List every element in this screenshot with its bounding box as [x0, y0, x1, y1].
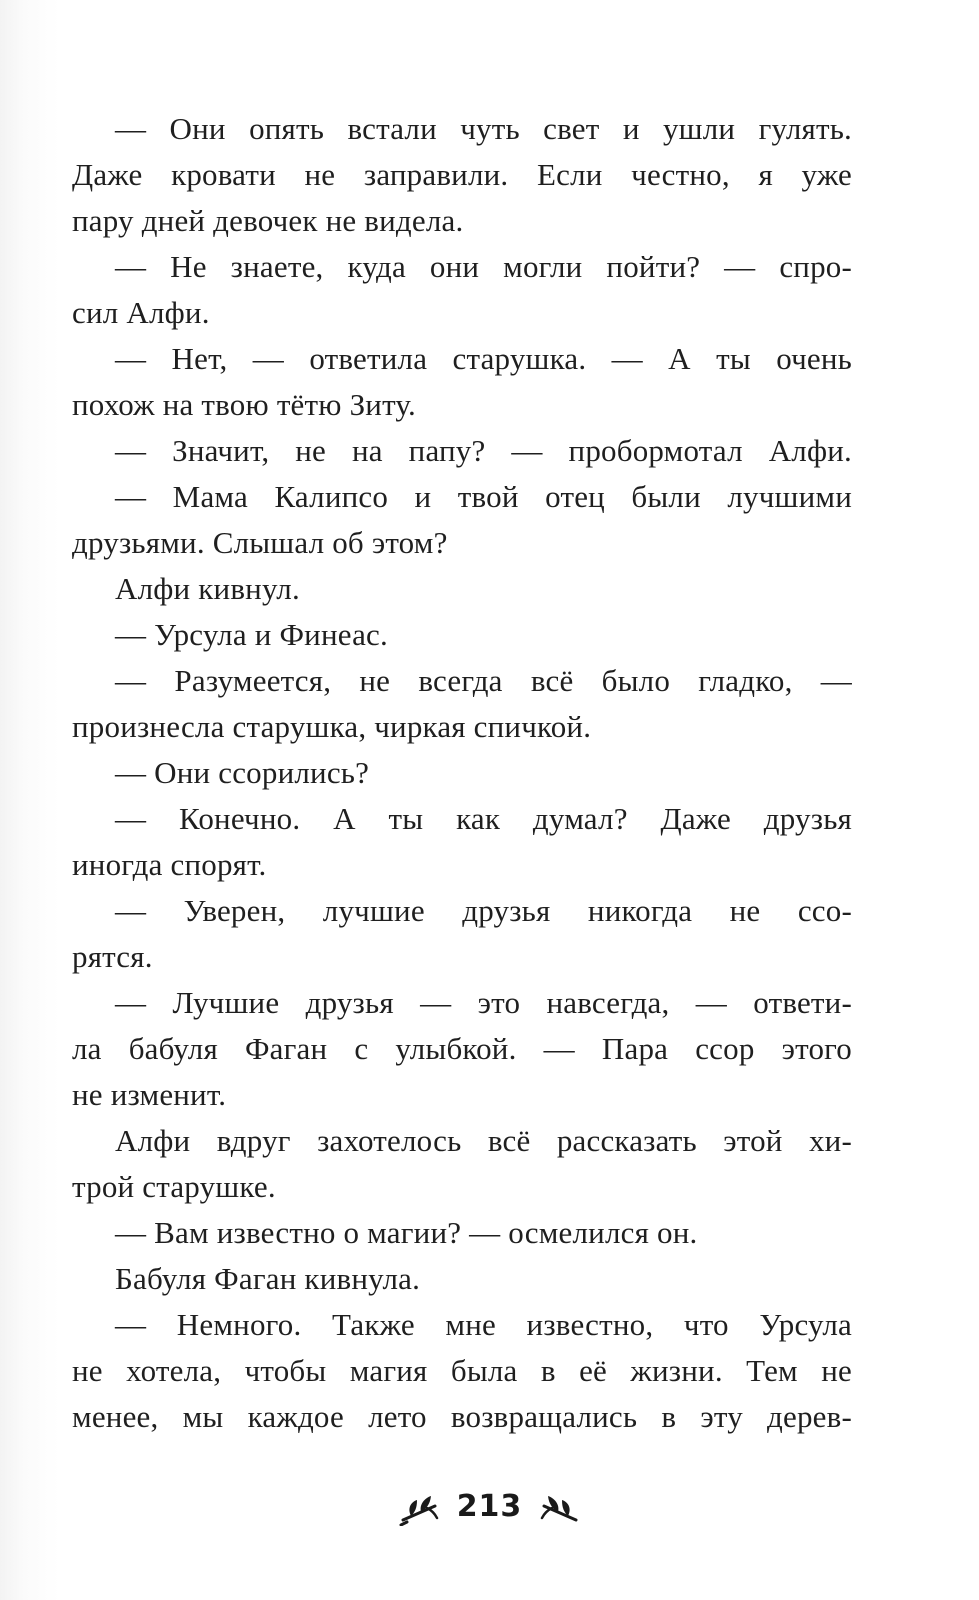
text-line: — Вам известно о магии? — осмелился он.	[115, 1215, 698, 1250]
text-line: похож на твою тётю Зиту.	[72, 387, 416, 422]
body-text	[72, 106, 852, 1440]
text-line: — Они ссорились?	[115, 755, 370, 790]
text-line: — Урсула и Финеас.	[115, 617, 388, 652]
text-line: — Конечно. А ты как думал? Даже друзья	[115, 801, 852, 836]
text-line: не изменит.	[72, 1077, 227, 1112]
text-line: — Лучшие друзья — это навсегда, — ответи-	[115, 985, 852, 1020]
sprig-right-icon	[538, 1486, 582, 1526]
text-line: Алфи вдруг захотелось всё рассказать этой хи-	[115, 1123, 852, 1158]
text-line: — Немного. Также мне известно, что Урсула	[115, 1307, 852, 1342]
text-line: — Разумеется, не всегда всё было гладко, —	[115, 663, 852, 698]
page-number: 213	[456, 1488, 523, 1524]
text-line: друзьями. Слышал об этом?	[72, 525, 448, 560]
text-line: Алфи кивнул.	[115, 571, 300, 606]
text-line: произнесла старушка, чиркая спичкой.	[72, 709, 592, 744]
text-line: — Уверен, лучшие друзья никогда не ссо-	[115, 893, 852, 928]
text-line: — Мама Калипсо и твой отец были лучшими	[115, 479, 852, 514]
text-line: — Значит, не на папу? — пробормотал Алфи.	[115, 433, 852, 468]
text-line: Бабуля Фаган кивнула.	[115, 1261, 421, 1296]
text-line: сил Алфи.	[72, 295, 210, 330]
text-line: — Не знаете, куда они могли пойти? — спро-	[115, 249, 852, 284]
page-footer	[0, 1476, 979, 1536]
text-line: рятся.	[72, 939, 153, 974]
text-line: не хотела, чтобы магия была в её жизни. Тем не	[72, 1353, 852, 1388]
text-line: ла бабуля Фаган с улыбкой. — Пара ссор этого	[72, 1031, 852, 1066]
sprig-left-icon	[397, 1486, 441, 1526]
text-line: — Нет, — ответила старушка. — А ты очень	[115, 341, 852, 376]
text-line: — Они опять встали чуть свет и ушли гулять.	[115, 111, 852, 146]
text-line: иногда спорят.	[72, 847, 267, 882]
text-line: пару дней девочек не видела.	[72, 203, 464, 238]
text-line: менее, мы каждое лето возвращались в эту дерев-	[72, 1399, 852, 1434]
text-line: Даже кровати не заправили. Если честно, я уже	[72, 157, 852, 192]
text-line: трой старушке.	[72, 1169, 276, 1204]
